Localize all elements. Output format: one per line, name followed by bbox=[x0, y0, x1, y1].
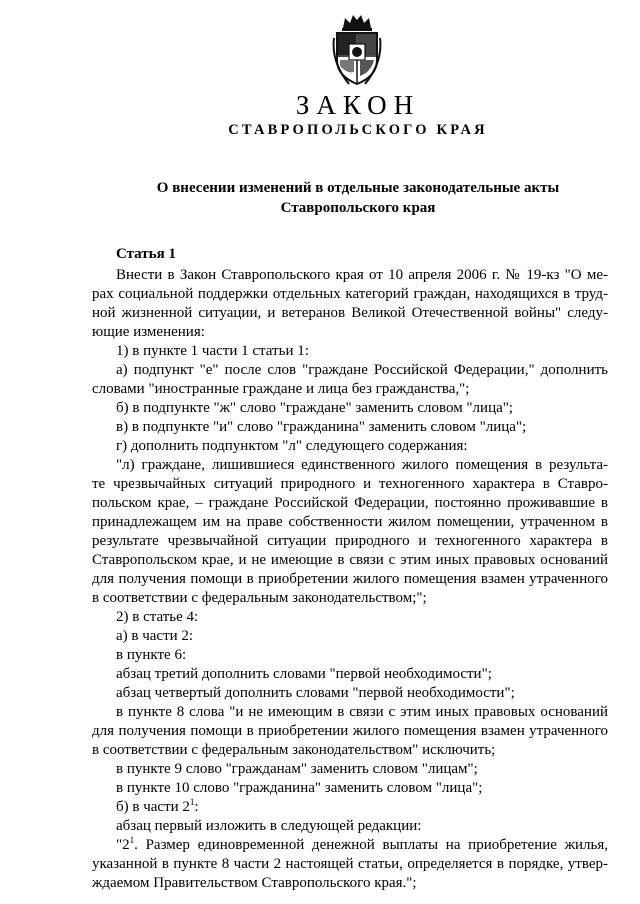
text-line: те чрезвычайных ситуаций природного и техногенного характера в Ставро- bbox=[92, 476, 608, 492]
text-line: в пункте 6: bbox=[116, 647, 187, 663]
text-line: для получения помощи в приобретении жилого помещения взамен утраченного bbox=[92, 723, 608, 739]
text-line: рах социальной поддержки отдельных категорий граждан, находящихся в труд- bbox=[92, 286, 608, 302]
text-line: принадлежащем им на праве собственности жилом помещении, утраченном в bbox=[92, 514, 608, 530]
text-line: польском крае, – граждане Российской Федерации, постоянно проживавшие в bbox=[92, 495, 608, 511]
article-title: Статья 1 bbox=[116, 246, 176, 262]
text-line: б) в части $2^1$: bbox=[116, 797, 199, 815]
text-line: в пункте 9 слово "гражданам" заменить словом "лицам"; bbox=[116, 761, 478, 777]
text-line: в соответствии с федеральным законодательством;"; bbox=[92, 590, 427, 606]
text-line: для получения помощи в приобретении жилого помещения взамен утраченного bbox=[92, 571, 608, 587]
heading-line: Ставропольского края bbox=[280, 200, 436, 216]
coat-of-arms-icon bbox=[331, 14, 383, 88]
text-line: в пункте 10 слово "гражданина" заменить словом "лица"; bbox=[116, 780, 483, 796]
text-line: "$2^1$. Размер единовременной денежной выплаты на приобретение жилья, bbox=[116, 835, 608, 853]
document-heading bbox=[0, 178, 640, 218]
text-line: абзац четвертый дополнить словами "первой необходимости"; bbox=[116, 685, 515, 701]
text-line: 1) в пункте 1 части 1 статьи 1: bbox=[116, 343, 309, 359]
text-line: ющие изменения: bbox=[92, 324, 205, 340]
text-line: указанной в пункте 8 части 2 настоящей статьи, определяется в порядке, утвер- bbox=[92, 856, 608, 872]
text-line: Внести в Закон Ставропольского края от 10 апреля 2006 г. № 19-кз "О ме- bbox=[116, 267, 608, 283]
text-line: а) в части 2: bbox=[116, 628, 194, 644]
text-line: абзац третий дополнить словами "первой необходимости"; bbox=[116, 666, 492, 682]
text-line: а) подпункт "е" после слов "граждане Российской Федерации," дополнить bbox=[116, 362, 608, 378]
text-line: ждаемом Правительством Ставропольского края."; bbox=[92, 875, 417, 891]
text-line: б) в подпункте "ж" слово "граждане" заменить словом "лица"; bbox=[116, 400, 514, 416]
text-line: в соответствии с федеральным законодательством" исключить; bbox=[92, 742, 496, 758]
law-title: ЗАКОН bbox=[295, 90, 421, 120]
text-line: результате чрезвычайной ситуации природного и техногенного характера в bbox=[92, 533, 608, 549]
law-subtitle: СТАВРОПОЛЬСКОГО КРАЯ bbox=[228, 122, 488, 138]
text-line: Ставропольском крае, и не имеющие в связи с этим иных правовых оснований bbox=[92, 552, 608, 568]
text-line: в) в подпункте "и" слово "гражданина" заменить словом "лица"; bbox=[116, 419, 527, 435]
text-line: "л) граждане, лишившиеся единственного жилого помещения в результа- bbox=[116, 457, 608, 473]
text-line: абзац первый изложить в следующей редакции: bbox=[116, 818, 422, 834]
text-line: г) дополнить подпунктом "л" следующего содержания: bbox=[116, 438, 468, 454]
text-line: 2) в статье 4: bbox=[116, 609, 199, 625]
text-line: ной жизненной ситуации, и ветеранов Великой Отечественной войны" следу- bbox=[92, 305, 608, 321]
text-line: в пункте 8 слова "и не имеющим в связи с этим иных правовых оснований bbox=[116, 704, 608, 720]
heading-line: О внесении изменений в отдельные законодательные акты bbox=[156, 180, 560, 196]
text-line: словами "иностранные граждане и лица без гражданства,"; bbox=[92, 381, 470, 397]
